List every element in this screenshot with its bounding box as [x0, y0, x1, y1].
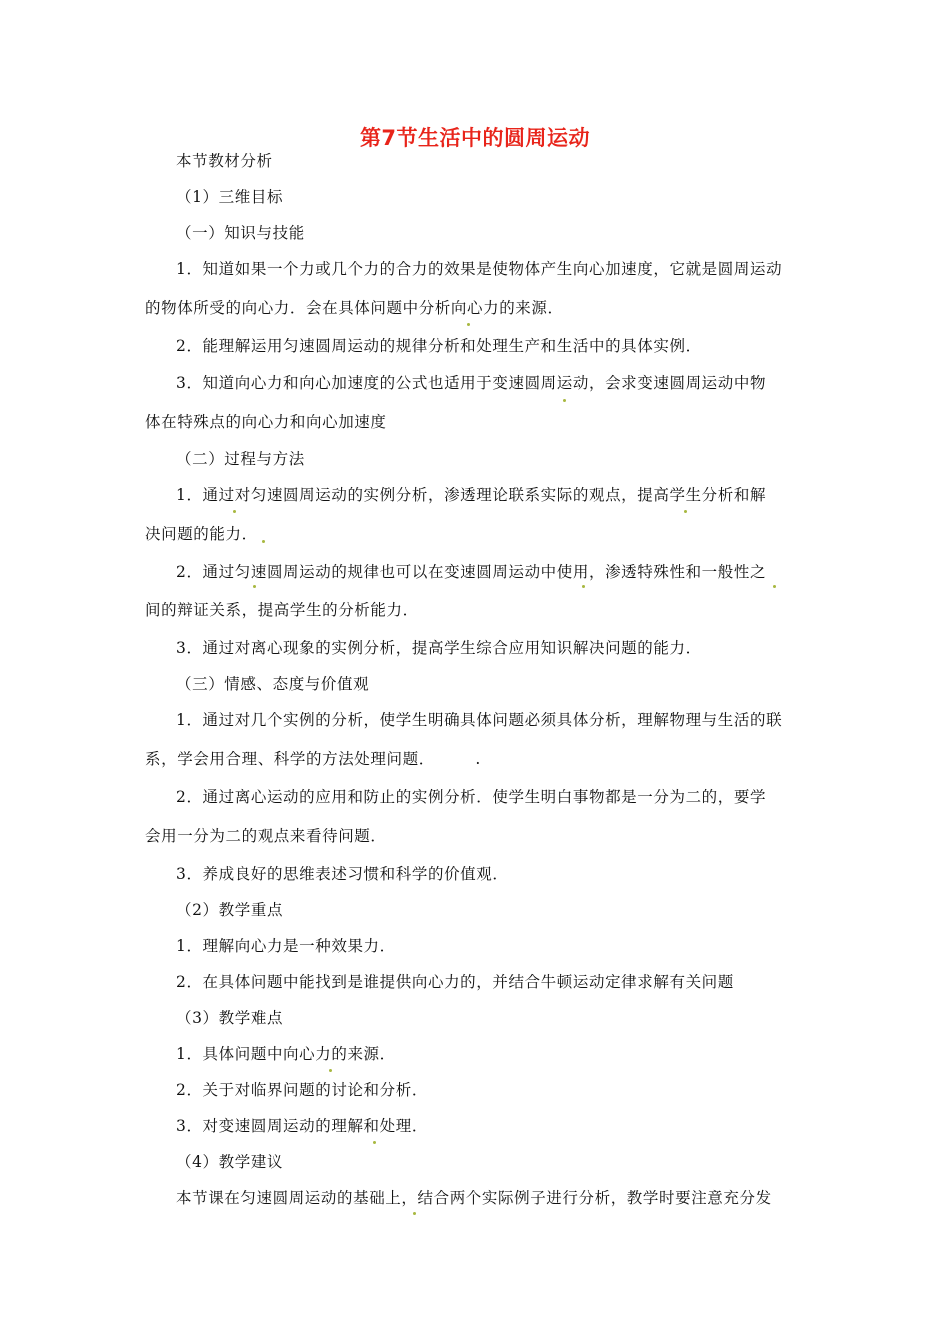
paragraph-line: 3．通过对离心现象的实例分析，提高学生综合应用知识解决问题的能力．: [176, 639, 702, 657]
paragraph-line: 2．在具体问题中能找到是谁提供向心力的，并结合牛顿运动定律求解有关问题: [176, 973, 734, 991]
paragraph-line: 决问题的能力．: [145, 525, 258, 543]
paragraph-line: 体在特殊点的向心力和向心加速度: [145, 413, 387, 431]
scan-speck: [684, 510, 687, 513]
scan-speck: [467, 323, 470, 326]
scan-speck: [582, 585, 585, 588]
paragraph-line: 3．知道向心力和向心加速度的公式也适用于变速圆周运动，会求变速圆周运动中物: [176, 374, 767, 392]
scan-speck: [413, 1212, 416, 1215]
paragraph-line: 间的辩证关系，提高学生的分析能力．: [145, 601, 419, 619]
paragraph-line: 1．通过对几个实例的分析，使学生明确具体问题必须具体分析，理解物理与生活的联: [176, 711, 783, 729]
scan-speck: [329, 1069, 332, 1072]
paragraph-line: 本节课在匀速圆周运动的基础上，结合两个实际例子进行分析，教学时要注意充分发: [176, 1189, 772, 1207]
subheading: （1）三维目标: [176, 188, 284, 206]
scan-speck: [563, 399, 566, 402]
subheading: （一）知识与技能: [176, 224, 305, 242]
subheading: （4）教学建议: [176, 1153, 284, 1171]
subheading: （二）过程与方法: [176, 450, 305, 468]
paragraph-line: 1．知道如果一个力或几个力的合力的效果是使物体产生向心加速度，它就是圆周运动: [176, 260, 783, 278]
subheading: （3）教学难点: [176, 1009, 284, 1027]
paragraph-line: 3．对变速圆周运动的理解和处理．: [176, 1117, 428, 1135]
scan-speck: [233, 510, 236, 513]
paragraph-line: 2．通过离心运动的应用和防止的实例分析．使学生明白事物都是一分为二的，要学: [176, 788, 767, 806]
scan-speck: [373, 1141, 376, 1144]
paragraph-line: 2．能理解运用匀速圆周运动的规律分析和处理生产和生活中的具体实例．: [176, 337, 702, 355]
paragraph-line: 2．通过匀速圆周运动的规律也可以在变速圆周运动中使用，渗透特殊性和一般性之: [176, 563, 767, 581]
page-title: 第7节生活中的圆周运动: [359, 126, 591, 150]
paragraph-line: 系，学会用合理、科学的方法处理问题． .: [145, 750, 481, 768]
scan-speck: [262, 540, 265, 543]
paragraph-line: 1．通过对匀速圆周运动的实例分析，渗透理论联系实际的观点，提高学生分析和解: [176, 486, 767, 504]
paragraph-line: 2．关于对临界问题的讨论和分析．: [176, 1081, 428, 1099]
paragraph-line: 1．理解向心力是一种效果力．: [176, 937, 396, 955]
scan-speck: [773, 585, 776, 588]
paragraph-line: 的物体所受的向心力．会在具体问题中分析向心力的来源．: [145, 299, 564, 317]
paragraph-line: 1．具体问题中向心力的来源．: [176, 1045, 396, 1063]
scan-speck: [253, 585, 256, 588]
subheading: （2）教学重点: [176, 901, 284, 919]
paragraph-line: 会用一分为二的观点来看待问题．: [145, 827, 387, 845]
paragraph-line: 3．养成良好的思维表述习惯和科学的价值观．: [176, 865, 509, 883]
section-heading: 本节教材分析: [176, 152, 273, 170]
subheading: （三）情感、态度与价值观: [176, 675, 370, 693]
